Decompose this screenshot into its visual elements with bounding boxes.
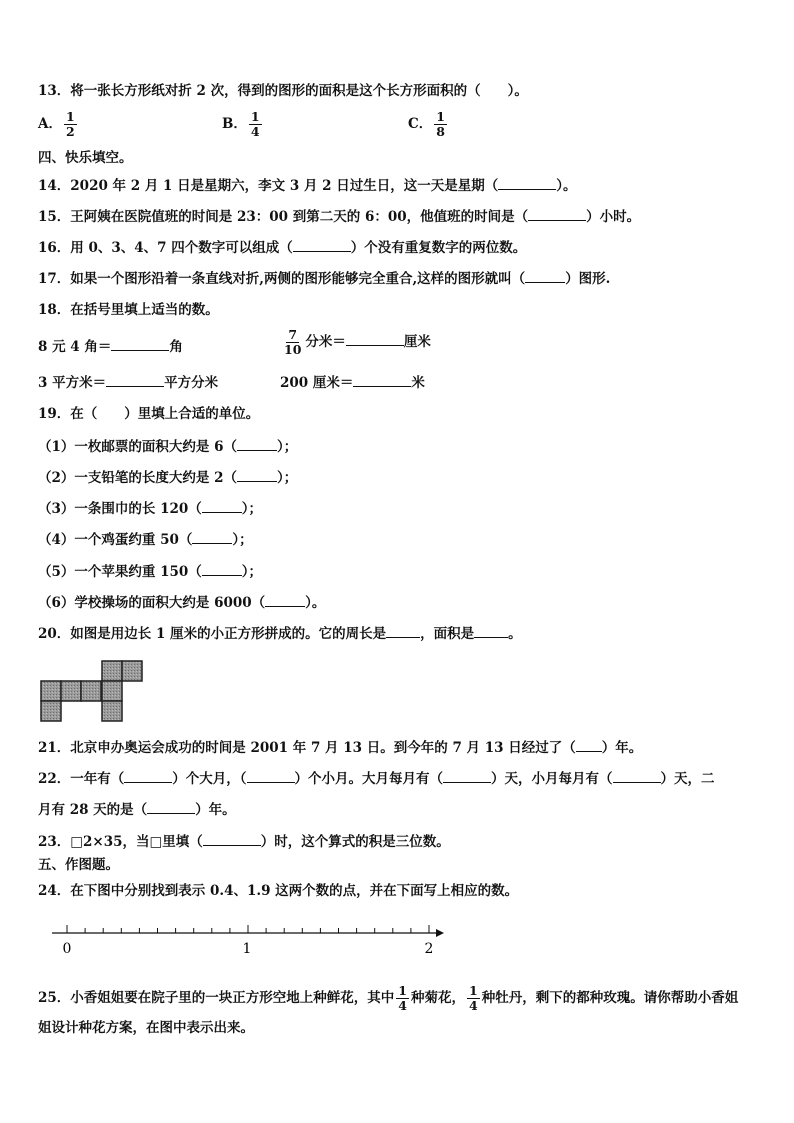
- answer-blank[interactable]: [124, 769, 172, 783]
- unit-square: [61, 681, 81, 701]
- q19-item-5: （5）一个苹果约重 150（ ）；: [38, 564, 263, 580]
- unit-square: [122, 661, 142, 681]
- question-16: 16．用 0、3、4、7 四个数字可以组成（ ）个没有重复数字的两位数。: [38, 240, 527, 256]
- q19-item-2: （2）一支铅笔的长度大约是 2（ ）；: [38, 470, 298, 486]
- q13-option-c: [408, 110, 449, 139]
- q19-item-1: （1）一枚邮票的面积大约是 6（ ）；: [38, 439, 298, 455]
- question-22: 22．一年有（ ）个大月，（ ）个小月。大月每月有（ ）天，小月每月有（ ）天，二: [38, 771, 715, 787]
- question-15: 15．王阿姨在医院值班的时间是 23：00 到第二天的 6：00，他值班的时间是（ ）小时。: [38, 209, 641, 225]
- q13-option-a: [38, 110, 79, 139]
- answer-blank[interactable]: [386, 624, 420, 638]
- question-20: 20．如图是用边长 1 厘米的小正方形拼成的。它的周长是 ，面积是 。: [38, 626, 522, 642]
- axis-label-0: 0: [62, 941, 72, 957]
- answer-blank[interactable]: [498, 176, 556, 190]
- q18-item-2: $\frac{7}{10}$ 分米＝ 厘米: [284, 327, 431, 357]
- section-5-heading: 五、作图题。: [38, 857, 119, 873]
- answer-blank[interactable]: [576, 738, 602, 752]
- option-label: A．: [38, 116, 62, 132]
- fraction: $\frac{1}{4}$: [469, 983, 478, 1013]
- unit-square: [41, 701, 61, 721]
- answer-blank[interactable]: [353, 373, 411, 387]
- question-24: 24．在下图中分别找到表示 0.4、1.9 这两个数的点，并在下面写上相应的数。: [38, 883, 519, 899]
- answer-blank[interactable]: [613, 769, 661, 783]
- question-19: 19．在（ ）里填上合适的单位。: [38, 406, 260, 422]
- q13-option-b: [222, 110, 264, 139]
- q18-item-1: 8 元 4 角＝ 角: [38, 339, 183, 355]
- question-23: 23．□2×35，当□里填（ ）时，这个算式的积是三位数。: [38, 834, 450, 850]
- fraction: $\frac{1}{4}$: [250, 109, 260, 139]
- answer-blank[interactable]: [443, 769, 491, 783]
- answer-blank[interactable]: [237, 437, 277, 451]
- q19-item-4: （4）一个鸡蛋约重 50（ ）；: [38, 532, 253, 548]
- q18-item-4: 200 厘米＝ 米: [280, 375, 425, 391]
- axis-label-1: 1: [242, 941, 252, 957]
- question-22-cont: 月有 28 天的是（ ）年。: [38, 802, 236, 818]
- question-21: 21．北京申办奥运会成功的时间是 2001 年 7 月 13 日。到今年的 7 月 13 日经过了（ ）年。: [38, 740, 643, 756]
- fraction: $\frac{1}{8}$: [436, 109, 445, 139]
- answer-blank[interactable]: [293, 238, 351, 252]
- answer-blank[interactable]: [525, 269, 565, 283]
- answer-blank[interactable]: [192, 530, 232, 544]
- answer-blank[interactable]: [474, 624, 508, 638]
- answer-blank[interactable]: [202, 562, 242, 576]
- q19-item-3: （3）一条围巾的长 120（ ）；: [38, 501, 263, 517]
- unit-square: [102, 661, 122, 681]
- unit-square: [102, 681, 122, 701]
- axis-label-2: 2: [424, 941, 434, 957]
- question-18: 18．在括号里填上适当的数。: [38, 302, 219, 318]
- question-13: [38, 82, 528, 100]
- answer-blank[interactable]: [202, 499, 242, 513]
- q13-text: 13．将一张长方形纸对折 2 次，得到的图形的面积是这个长方形面积的（ ）。: [38, 83, 528, 99]
- unit-square: [81, 681, 101, 701]
- number-line: [50, 918, 446, 960]
- option-label: C．: [408, 116, 433, 132]
- answer-blank[interactable]: [237, 468, 277, 482]
- arrow-icon: [436, 929, 444, 937]
- answer-blank[interactable]: [203, 832, 261, 846]
- question-17: 17．如果一个图形沿着一条直线对折,两侧的图形能够完全重合,这样的图形就叫（ ）图形.: [38, 271, 611, 287]
- answer-blank[interactable]: [265, 593, 305, 607]
- answer-blank[interactable]: [106, 373, 164, 387]
- squares-figure: [38, 658, 146, 722]
- q18-item-3: 3 平方米＝ 平方分米: [38, 375, 219, 391]
- unit-square: [41, 681, 61, 701]
- question-25: 25．小香姐姐要在院子里的一块正方形空地上种鲜花，其中 $\frac{1}{4}$ 种菊花， $\frac{1}{4}$ 种牡丹，剩下的都种玫瑰。请你帮助小香姐: [38, 983, 739, 1013]
- unit-square: [102, 701, 122, 721]
- fraction: $\frac{1}{2}$: [65, 109, 75, 139]
- question-14: 14．2020 年 2 月 1 日是星期六，李文 3 月 2 日过生日，这一天是星期（ ）。: [38, 178, 577, 194]
- answer-blank[interactable]: [247, 769, 295, 783]
- answer-blank[interactable]: [346, 332, 404, 346]
- answer-blank[interactable]: [111, 337, 169, 351]
- section-4-heading: 四、快乐填空。: [38, 150, 133, 166]
- answer-blank[interactable]: [528, 207, 586, 221]
- option-label: B．: [222, 116, 247, 132]
- fraction: $\frac{1}{4}$: [398, 983, 407, 1013]
- question-25-cont: 姐设计种花方案，在图中表示出来。: [38, 1020, 254, 1036]
- answer-blank[interactable]: [147, 800, 195, 814]
- q19-item-6: （6）学校操场的面积大约是 6000（ ）。: [38, 595, 326, 611]
- fraction: $\frac{7}{10}$: [284, 327, 302, 357]
